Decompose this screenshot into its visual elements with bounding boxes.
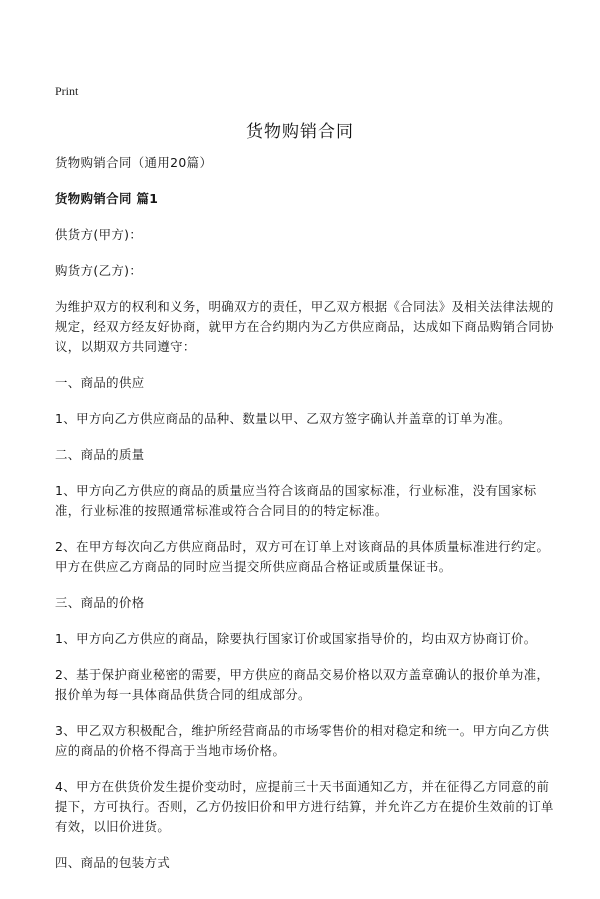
- clause-paragraph: 3、甲乙双方积极配合，维护所经营商品的市场零售价的相对稳定和统一。甲方向乙方供应的商品的价格不得高于当地市场价格。: [55, 723, 550, 758]
- buyer-line: 购货方(乙方)：: [55, 263, 143, 278]
- clause-paragraph: 2、基于保护商业秘密的需要，甲方供应的商品交易价格以双方盖章确认的报价单为准，报价单为每一具体商品供货合同的组成部分。: [55, 667, 550, 702]
- clause-heading-price: 三、商品的价格: [55, 595, 145, 610]
- subtitle-paragraph: 货物购销合同（通用20篇）: [55, 155, 213, 170]
- clause-heading-quality: 二、商品的质量: [55, 447, 145, 462]
- document-body: [55, 153, 555, 889]
- clause-paragraph: 2、在甲方每次向乙方供应商品时，双方可在订单上对该商品的具体质量标准进行约定。甲方在供应乙方商品的同时应当提交所供应商品合格证或质量保证书。: [55, 539, 550, 574]
- clause-heading-packaging: 四、商品的包装方式: [55, 855, 171, 870]
- clause-heading-supply: 一、商品的供应: [55, 375, 145, 390]
- section-heading: 货物购销合同 篇1: [55, 191, 159, 206]
- clause-paragraph: 1、甲方向乙方供应商品的品种、数量以甲、乙双方签字确认并盖章的订单为准。: [55, 411, 511, 426]
- preamble-paragraph: 为维护双方的权利和义务，明确双方的责任，甲乙双方根据《合同法》及相关法律法规的规定，经双方经友好协商，就甲方在合约期内为乙方供应商品，达成如下商品购销合同协议，以期双方共同遵守：: [55, 299, 554, 354]
- clause-paragraph: 4、甲方在供货价发生提价变动时，应提前三十天书面通知乙方，并在征得乙方同意的前提下，方可执行。否则，乙方仍按旧价和甲方进行结算，并允许乙方在提价生效前的订单有效，以旧价进货。: [55, 779, 554, 834]
- supplier-line: 供货方(甲方)：: [55, 227, 143, 242]
- clause-paragraph: 1、甲方向乙方供应的商品的质量应当符合该商品的国家标准，行业标准，没有国家标准，行业标准的按照通常标准或符合合同目的的特定标准。: [55, 483, 537, 518]
- document-title: 货物购销合同: [246, 122, 354, 142]
- print-label: Print: [55, 84, 79, 98]
- clause-paragraph: 1、甲方向乙方供应的商品，除要执行国家订价或国家指导价的，均由双方协商订价。: [55, 631, 537, 646]
